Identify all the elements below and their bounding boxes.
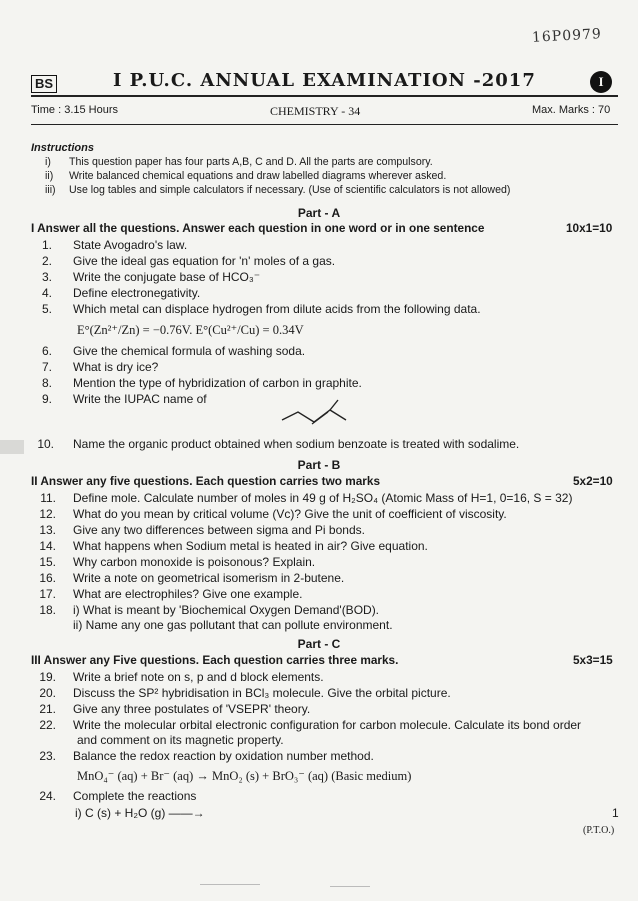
part-b-heading: II Answer any five questions. Each question carries two marks — [31, 474, 380, 488]
instructions-heading: Instructions — [31, 142, 94, 154]
question-number: 11. — [40, 491, 56, 505]
part-c-heading: III Answer any Five questions. Each question carries three marks. — [31, 653, 399, 667]
question-text: and comment on its magnetic property. — [77, 733, 284, 747]
question-number: 16. — [39, 571, 56, 585]
question-text: Complete the reactions — [73, 789, 197, 803]
question-number: 15. — [39, 555, 56, 569]
part-b-title: Part - B — [297, 458, 341, 472]
scan-smudge — [0, 440, 24, 454]
scan-line — [330, 886, 370, 887]
instruction-text: This question paper has four parts A,B, C and D. All the parts are compulsory. — [69, 156, 433, 168]
question-text: Give any two differences between sigma and Pi bonds. — [73, 523, 365, 537]
page-number: 1 — [612, 806, 619, 820]
part-b-marks: 5x2=10 — [573, 474, 613, 488]
redox-equation: MnO₄⁻ (aq) + Br⁻ (aq) → MnO₂ (s) + BrO₃⁻ (aq) (Basic medium) — [77, 769, 412, 783]
question-text: Write the IUPAC name of — [73, 392, 207, 406]
question-text: Write a brief note on s, p and d block elements. — [73, 670, 324, 684]
question-number: 19. — [39, 670, 56, 684]
question-number: 18. — [39, 603, 56, 617]
instruction-num: ii) — [45, 170, 54, 182]
question-text: What are electrophiles? Give one example. — [73, 587, 303, 601]
instruction-num: i) — [45, 156, 51, 168]
header-rule — [31, 95, 618, 97]
question-text: i) What is meant by 'Biochemical Oxygen Demand'(BOD). — [73, 603, 380, 617]
question-text: Discuss the SP² hybridisation in BCl₃ molecule. Give the orbital picture. — [73, 686, 451, 700]
question-text: Why carbon monoxide is poisonous? Explain. — [73, 555, 316, 569]
question-number: 13. — [39, 523, 56, 537]
instruction-text: Write balanced chemical equations and draw labelled diagrams wherever asked. — [69, 170, 447, 182]
question-number: 8. — [41, 376, 52, 390]
part-a-marks: 10x1=10 — [566, 221, 613, 235]
part-a-heading: I Answer all the questions. Answer each question in one word or in one sentence — [31, 221, 485, 235]
exam-title: I P.U.C. ANNUAL EXAMINATION -2017 — [113, 70, 536, 91]
handwritten-code: 16P0979 — [531, 26, 603, 46]
question-text: Write the molecular orbital electronic configuration for carbon molecule. Calculate its bond order — [73, 718, 582, 732]
part-a-title: Part - A — [297, 206, 341, 220]
question-text: ii) Name any one gas pollutant that can pollute environment. — [73, 618, 393, 632]
question-number: 5. — [41, 302, 52, 316]
question-text: Define mole. Calculate number of moles in 49 g of H₂SO₄ (Atomic Mass of H=1, 0=16, S = 32) — [73, 491, 573, 505]
electrode-potential-formula: E°(Zn²⁺/Zn) = −0.76V. E°(Cu²⁺/Cu) = 0.34V — [77, 323, 304, 337]
paper-mark-badge: I — [590, 71, 612, 93]
instruction-text: Use log tables and simple calculators if necessary. (Use of scientific calculators is not allowed) — [69, 184, 511, 196]
question-number: 10. — [37, 437, 54, 451]
header-rule-2 — [31, 124, 618, 125]
reaction-equation: i) C (s) + H₂O (g) ——→ — [75, 806, 205, 820]
question-text: Give the ideal gas equation for 'n' moles of a gas. — [73, 254, 336, 268]
question-number: 2. — [41, 254, 52, 268]
question-number: 1. — [41, 238, 52, 252]
question-text: Name the organic product obtained when sodium benzoate is treated with sodalime. — [73, 437, 520, 451]
question-text: Define electronegativity. — [73, 286, 201, 300]
subject-label: CHEMISTRY - 34 — [270, 104, 361, 118]
question-text: What happens when Sodium metal is heated in air? Give equation. — [73, 539, 428, 553]
part-c-title: Part - C — [297, 637, 341, 651]
board-code: BS — [31, 75, 57, 93]
question-number: 9. — [41, 392, 52, 406]
question-text: Give the chemical formula of washing soda. — [73, 344, 306, 358]
scan-line — [200, 884, 260, 885]
skeletal-structure-diagram — [278, 398, 358, 432]
question-text: Write a note on geometrical isomerism in 2-butene. — [73, 571, 345, 585]
question-text: Balance the redox reaction by oxidation number method. — [73, 749, 374, 763]
question-text: Write the conjugate base of HCO₃⁻ — [73, 270, 261, 284]
question-number: 24. — [39, 789, 56, 803]
question-number: 23. — [39, 749, 56, 763]
question-text: Mention the type of hybridization of carbon in graphite. — [73, 376, 362, 390]
question-number: 17. — [39, 587, 56, 601]
question-number: 22. — [39, 718, 56, 732]
instruction-num: iii) — [45, 184, 56, 196]
question-number: 12. — [39, 507, 56, 521]
pto-label: (P.T.O.) — [583, 825, 615, 836]
time-label: Time : 3.15 Hours — [31, 104, 119, 116]
question-number: 21. — [39, 702, 56, 716]
question-text: What do you mean by critical volume (Vc)? Give the unit of coefficient of viscosity. — [73, 507, 507, 521]
part-c-marks: 5x3=15 — [573, 653, 613, 667]
max-marks-label: Max. Marks : 70 — [532, 104, 611, 116]
question-number: 4. — [41, 286, 52, 300]
question-text: Give any three postulates of 'VSEPR' theory. — [73, 702, 311, 716]
question-text: What is dry ice? — [73, 360, 159, 374]
question-text: State Avogadro's law. — [73, 238, 188, 252]
question-number: 14. — [39, 539, 56, 553]
question-number: 7. — [41, 360, 52, 374]
question-number: 6. — [41, 344, 52, 358]
question-number: 20. — [39, 686, 56, 700]
question-number: 3. — [41, 270, 52, 284]
question-text: Which metal can displace hydrogen from dilute acids from the following data. — [73, 302, 481, 316]
